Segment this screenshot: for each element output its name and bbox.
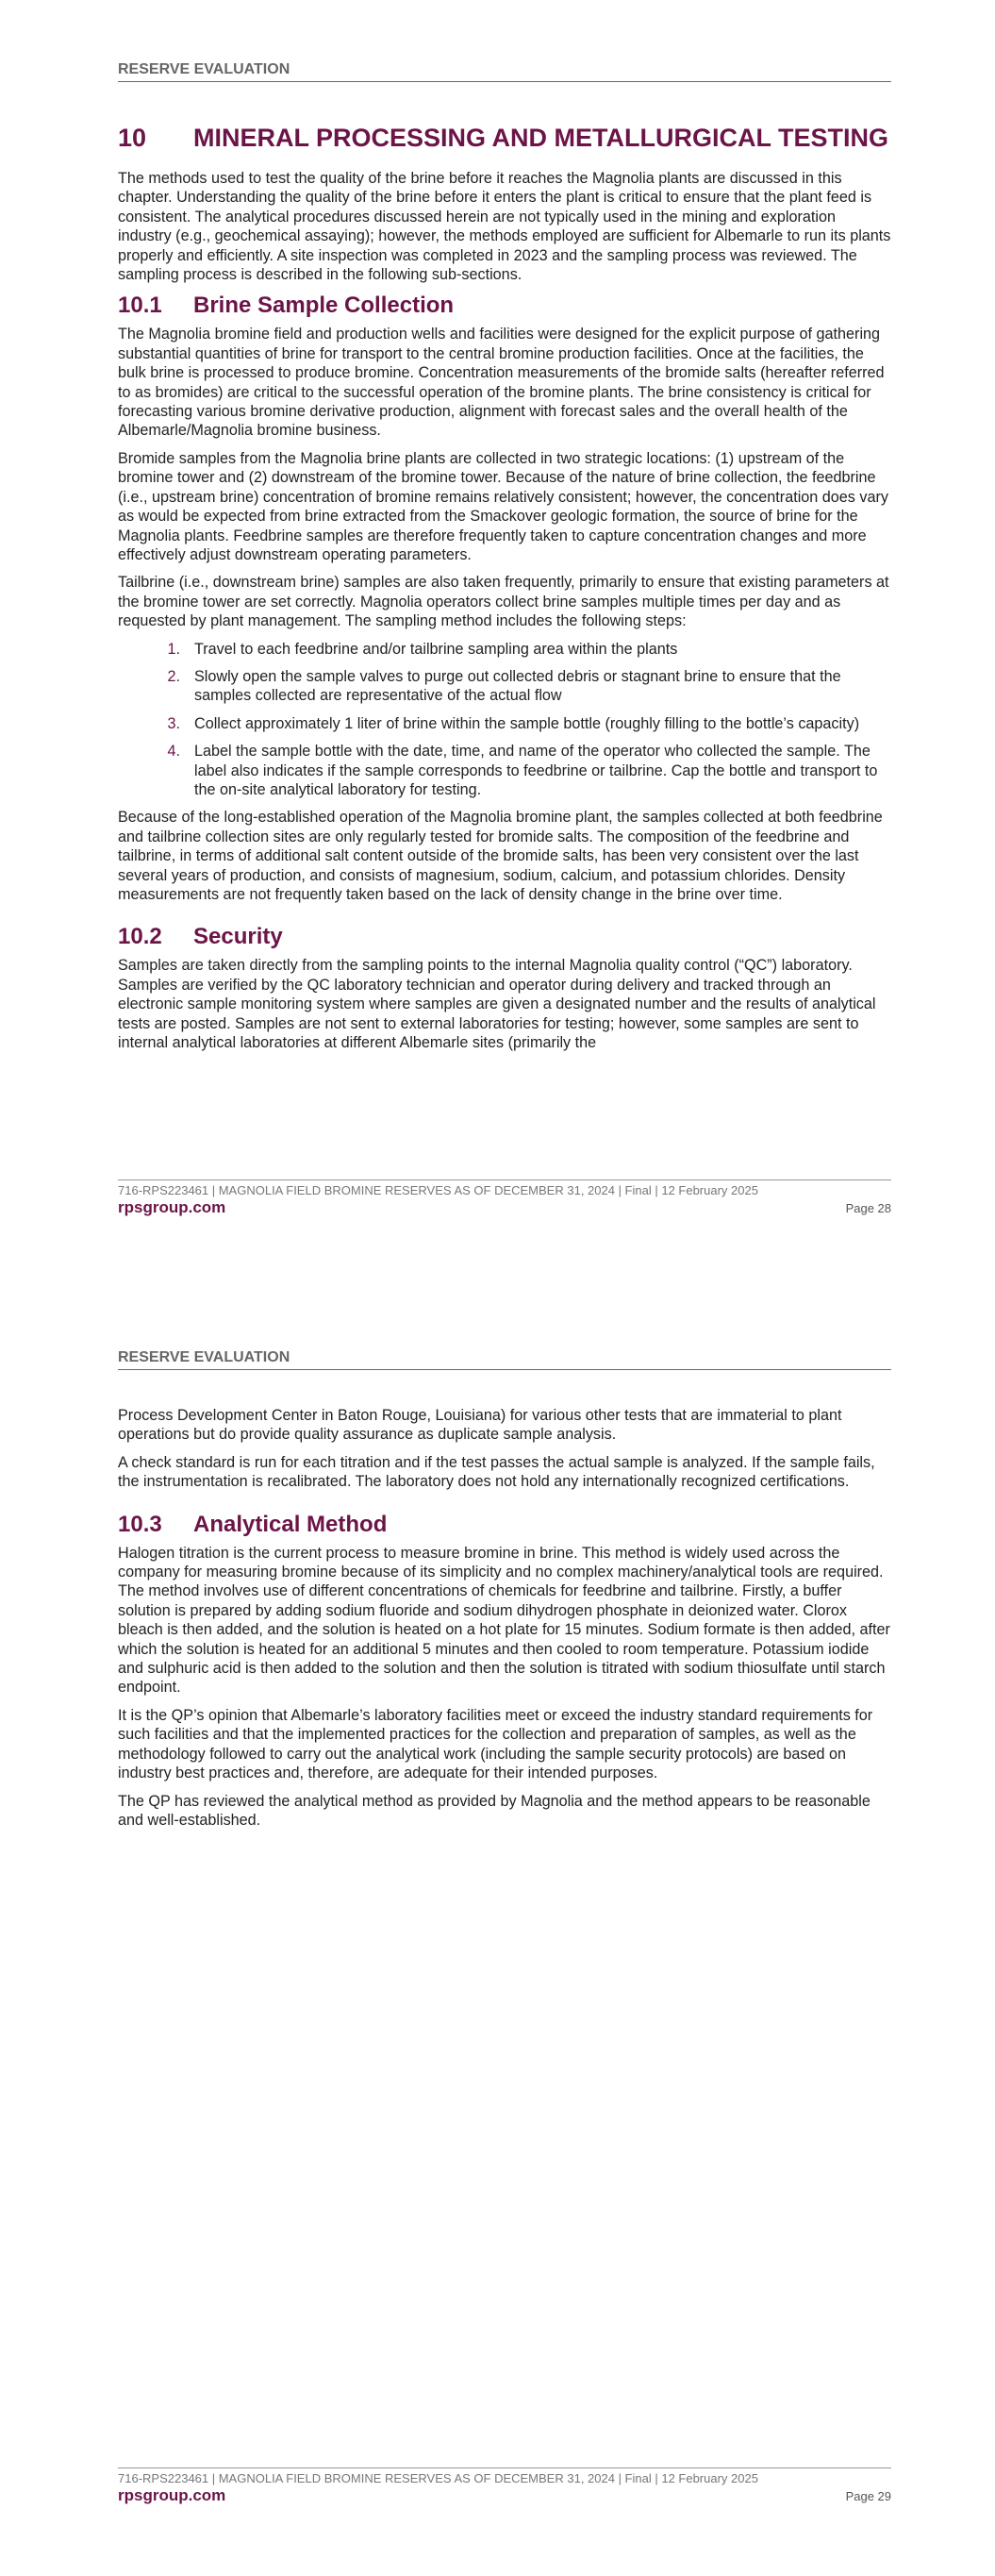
list-marker: 3.: [167, 714, 180, 732]
section-number: 10.3: [118, 1511, 162, 1537]
section-heading-10-2: [118, 924, 891, 950]
paragraph: It is the QP’s opinion that Albemarle’s laboratory facilities meet or exceed the industry standard requirements for such facilities and that the implemented practices for the collection and preparation of samples, as well as the methodology followed to carry out the analytical work (including the sample security protocols) are based on industry best practices and, therefore, are adequate for their intended purposes.: [118, 1706, 873, 1782]
chapter-number: 10: [118, 124, 147, 152]
section-number: 10.1: [118, 293, 162, 319]
list-item-text: Travel to each feedbrine and/or tailbrine sampling area within the plants: [194, 640, 678, 658]
running-header: RESERVE EVALUATION: [118, 61, 891, 82]
section-number: 10.2: [118, 924, 162, 950]
running-header: RESERVE EVALUATION: [118, 1349, 891, 1370]
list-marker: 4.: [167, 743, 180, 761]
paragraph: Because of the long-established operation of the Magnolia bromine plant, the samples collected at both feedbrine and tailbrine collection sites are only regularly tested for bromide salts. The composition of the feedbrine and tailbrine, in terms of additional salt content outside of the bromide salts, has been very consistent over the last several years of production, and consists of magnesium, sodium, calcium, and potassium chlorides. Density measurements are not frequently taken based on the lack of density change in the brine over time.: [118, 809, 883, 903]
chapter-intro: The methods used to test the quality of the brine before it reaches the Magnolia plants are discussed in this chapter. Understanding the quality of the brine before it enters the plant is critical to ensure that the plant feed is consistent. The analytical procedures discussed herein are not typically used in the mining and exploration industry (e.g., geochemical assaying); however, the methods employed are sufficient for Albemarle to run its plants properly and efficiently. A site inspection was completed in 2023 and the sampling process was reviewed. The sampling process is described in the following sub-sections.: [118, 170, 891, 284]
page-footer: [118, 2467, 891, 2505]
paragraph: The Magnolia bromine field and production wells and facilities were designed for the explicit purpose of gathering substantial quantities of brine for transport to the central bromine production facilities. Once at the facilities, the bulk brine is processed to produce bromine. Concentration measurements of the bromide salts (hereafter referred to as bromides) are critical to the successful operation of the bromine plants. The brine consistency is critical for forecasting various bromine derivative production, alignment with forecast sales and the overall health of the Albemarle/Magnolia bromine business.: [118, 326, 885, 440]
section-heading-10-3: [118, 1512, 891, 1538]
section-title: Security: [193, 924, 283, 950]
paragraph: A check standard is run for each titration and if the test passes the actual sample is analyzed. If the sample fails, the instrumentation is recalibrated. The laboratory does not hold any internationally recognized certifications.: [118, 1453, 875, 1491]
footer-doc-reference: 716-RPS223461 | MAGNOLIA FIELD BROMINE RESERVES AS OF DECEMBER 31, 2024 | Final | 12 February 2025: [118, 1183, 758, 1197]
paragraph: The QP has reviewed the analytical method as provided by Magnolia and the method appears to be reasonable and well-established.: [118, 1792, 871, 1829]
section-title: Analytical Method: [193, 1511, 388, 1537]
section-title: Brine Sample Collection: [193, 293, 455, 319]
list-item: [118, 742, 891, 799]
list-item: [118, 714, 891, 733]
footer-website-link[interactable]: rpsgroup.com: [118, 1198, 226, 1216]
paragraph: Halogen titration is the current process to measure bromine in brine. This method is widely used across the company for measuring bromine because of its simplicity and no complex machinery/analytical tools are required. The method involves use of different concentrations of chemicals for feedbrine and tailbrine. Firstly, a buffer solution is prepared by adding sodium fluoride and sodium dihydrogen phosphate in deionized water. Clorox bleach is then added, and the solution is heated on a hot plate for 15 minutes. Sodium formate is then added, after which the solution is heated for an additional 5 minutes and then cooled to room temperature. Potassium iodide and sulphuric acid is then added to the solution and then the solution is titrated with sodium thiosulfate until starch endpoint.: [118, 1544, 890, 1697]
footer-doc-reference: 716-RPS223461 | MAGNOLIA FIELD BROMINE RESERVES AS OF DECEMBER 31, 2024 | Final | 12 February 2025: [118, 2471, 758, 2485]
section-heading-10-1: [118, 293, 891, 319]
sampling-steps-list: [118, 640, 891, 800]
list-item-text: Slowly open the sample valves to purge out collected debris or stagnant brine to ensure that the samples collected are representative of the actual flow: [194, 667, 841, 705]
footer-website-link[interactable]: rpsgroup.com: [118, 2486, 226, 2504]
page-number: Page 28: [845, 1201, 891, 1215]
paragraph: Bromide samples from the Magnolia brine plants are collected in two strategic locations: (1) upstream of the bromine tower and (2) downstream of the bromine tower. Because of the nature of brine collection, the feedbrine (i.e., upstream brine) concentration of bromine remains relatively consistent; however, the concentration does vary as would be expected from brine extracted from the Smackover geologic formation, the source of brine for the Magnolia plants. Feedbrine samples are therefore frequently taken to capture concentration changes and more effectively adjust downstream operating parameters.: [118, 449, 888, 563]
chapter-heading: [118, 123, 891, 153]
chapter-title: MINERAL PROCESSING AND METALLURGICAL TESTING: [193, 124, 889, 152]
page-number: Page 29: [845, 2489, 891, 2503]
page-29-content: [118, 1406, 891, 1838]
list-item: [118, 667, 891, 706]
list-marker: 1.: [167, 640, 180, 658]
list-item: [118, 640, 891, 659]
list-marker: 2.: [167, 667, 180, 685]
list-item-text: Collect approximately 1 liter of brine within the sample bottle (roughly filling to the bottle’s capacity): [194, 714, 860, 732]
list-item-text: Label the sample bottle with the date, time, and name of the operator who collected the sample. The label also indicates if the sample corresponds to feedbrine or tailbrine. Cap the bottle and transport to the on-site analytical laboratory for testing.: [194, 743, 878, 798]
paragraph: Samples are taken directly from the sampling points to the internal Magnolia quality control (“QC”) laboratory. Samples are verified by the QC laboratory technician and operator during delivery and tracked through an electronic sample monitoring system where samples are given a designated number and the results of analytical tests are posted. Samples are not sent to external laboratories for testing; however, some samples are sent to internal analytical laboratories at different Albemarle sites (primarily the: [118, 957, 876, 1052]
paragraph: Tailbrine (i.e., downstream brine) samples are also taken frequently, primarily to ensure that existing parameters at the bromine tower are set correctly. Magnolia operators collect brine samples multiple times per day and as requested by plant management. The sampling method includes the following steps:: [118, 574, 889, 630]
paragraph: Process Development Center in Baton Rouge, Louisiana) for various other tests that are immaterial to plant operations but do provide quality assurance as duplicate sample analysis.: [118, 1407, 842, 1444]
page-footer: [118, 1179, 891, 1217]
page-29: [0, 1288, 995, 2576]
page-28-content: [118, 118, 891, 1061]
